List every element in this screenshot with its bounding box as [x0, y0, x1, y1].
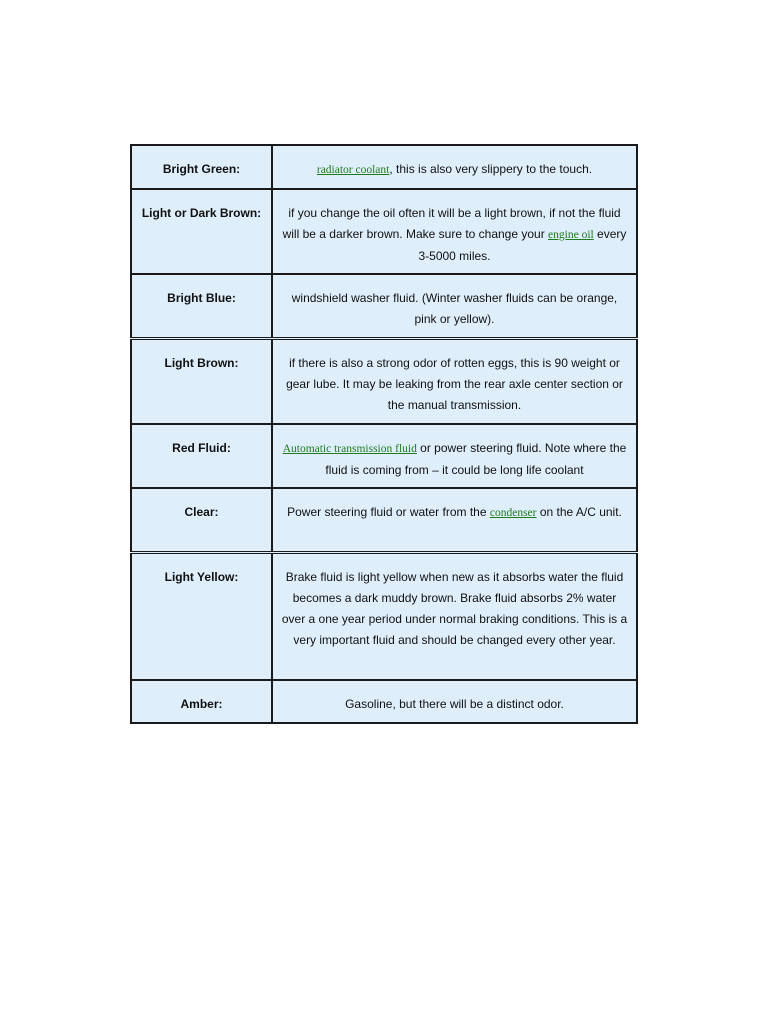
description-text: windshield washer fluid. (Winter washer fluids can be orange, pink or yellow). — [291, 291, 618, 326]
table-row — [131, 339, 637, 425]
description-text: Brake fluid is light yellow when new as it absorbs water the fluid becomes a dark muddy brown. Brake fluid absorbs 2% water over a one year period under normal braking conditions. This is a very important fluid and should be changed every other year. — [281, 570, 628, 647]
table-row — [131, 274, 637, 339]
fluid-description — [272, 424, 637, 488]
description-text: Power steering fluid or water from the — [287, 505, 490, 519]
fluid-color-label: Bright Green: — [131, 145, 272, 189]
table-row — [131, 553, 637, 681]
table-row — [131, 145, 637, 189]
condenser-link[interactable]: condenser — [489, 507, 537, 519]
engine-oil-link[interactable]: engine oil — [548, 229, 594, 241]
fluid-color-label: Light or Dark Brown: — [131, 189, 272, 274]
fluid-description — [272, 274, 637, 339]
description-text: on the A/C unit. — [536, 505, 622, 519]
fluid-color-label: Bright Blue: — [131, 274, 272, 339]
description-text: if you change the oil often it will be a light brown, if not the fluid will be a darker brown. Make sure to change your — [282, 206, 621, 241]
radiator-coolant-link[interactable]: radiator coolant — [316, 164, 390, 176]
fluid-description — [272, 680, 637, 723]
table-row — [131, 424, 637, 488]
description-text: , this is also very slippery to the touch. — [389, 162, 593, 176]
fluid-description — [272, 145, 637, 189]
fluid-color-label: Clear: — [131, 488, 272, 553]
description-text: or power steering fluid. Note where the fluid is coming from – it could be long life coolant — [325, 441, 627, 477]
fluid-description — [272, 553, 637, 681]
fluid-description — [272, 488, 637, 553]
fluid-color-table — [130, 144, 638, 724]
description-text: Gasoline, but there will be a distinct odor. — [345, 697, 564, 711]
fluid-color-label: Red Fluid: — [131, 424, 272, 488]
fluid-color-label: Amber: — [131, 680, 272, 723]
table-row — [131, 189, 637, 274]
table-row — [131, 488, 637, 553]
fluid-color-label: Light Brown: — [131, 339, 272, 425]
description-text: every 3-5000 miles. — [418, 227, 627, 263]
fluid-description — [272, 339, 637, 425]
fluid-description — [272, 189, 637, 274]
fluid-color-label: Light Yellow: — [131, 553, 272, 681]
description-text: if there is also a strong odor of rotten eggs, this is 90 weight or gear lube. It may be leaking from the rear axle center section or the manual transmission. — [286, 356, 623, 412]
fluid-color-table-container — [130, 144, 638, 724]
automatic-transmission-fluid-link[interactable]: Automatic transmission fluid — [282, 443, 417, 455]
table-row — [131, 680, 637, 723]
